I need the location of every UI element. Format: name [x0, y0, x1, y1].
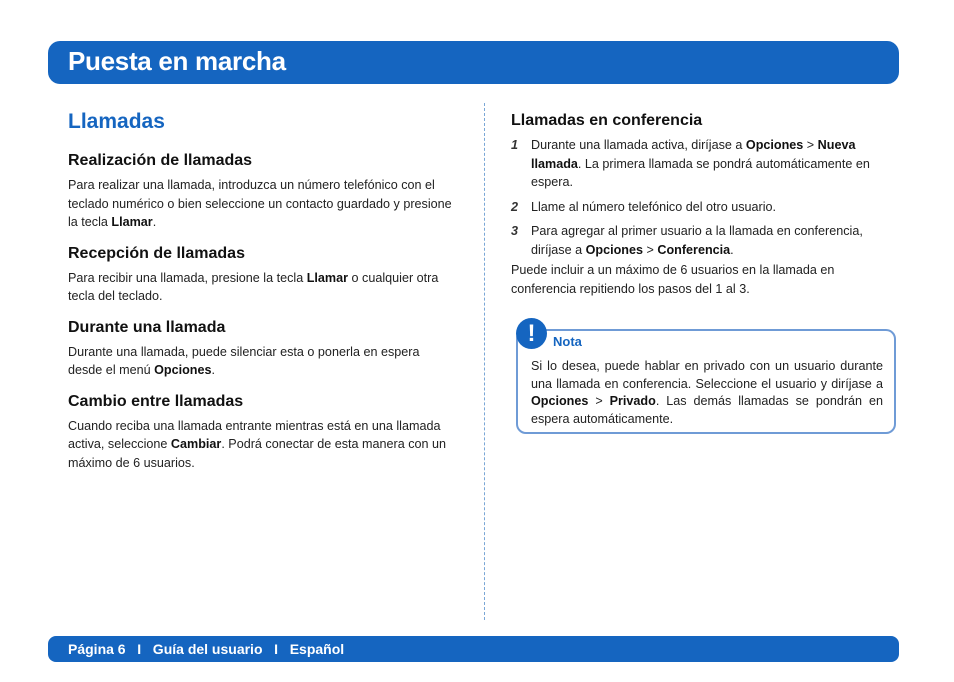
step-item: 2 Llame al número telefónico del otro usuario. — [511, 198, 886, 217]
subsection-cambio-title: Cambio entre llamadas — [68, 392, 244, 410]
note-text: Si lo desea, puede hablar en privado con un usuario durante una llamada en conferencia. Seleccione el usuario y diríjase a Opciones > Privado. Las demás llamadas se pondrán en espera automáticamente. — [531, 359, 883, 426]
step-number: 2 — [511, 199, 519, 214]
subsection-realizacion-text: Para realizar una llamada, introduzca un número telefónico con el teclado numérico o bien seleccione un contacto guardado y presione la tecla Llamar. — [68, 178, 452, 229]
column-divider — [484, 103, 485, 620]
subsection-realizacion-title: Realización de llamadas — [68, 152, 253, 169]
note-label: Nota — [553, 334, 582, 349]
subsection-recepcion-title: Recepción de llamadas — [68, 244, 245, 262]
conference-steps — [511, 136, 886, 259]
step-item: 1 Durante una llamada activa, diríjase a Opciones > Nueva llamada. La primera llamada se pondrá automáticamente en espera. — [511, 138, 870, 189]
footer-bar — [48, 636, 899, 662]
subsection-recepcion-text: Para recibir una llamada, presione la tecla Llamar o cualquier otra tecla del teclado. — [68, 270, 439, 303]
right-column — [511, 112, 886, 311]
footer-text: Página 6 I Guía del usuario I Español — [68, 641, 345, 657]
step-item: 3 Para agregar al primer usuario a la llamada en conferencia, diríjase a Opciones > Conferencia. — [511, 224, 863, 257]
page-title: Puesta en marcha — [68, 46, 286, 76]
conference-title: Llamadas en conferencia — [511, 112, 703, 129]
section-title: Llamadas — [68, 110, 165, 133]
subsection-durante-text: Durante una llamada, puede silenciar esta o ponerla en espera desde el menú Opciones. — [68, 344, 420, 377]
step-number: 1 — [511, 138, 519, 152]
left-column — [68, 110, 453, 485]
subsection-cambio-text: Cuando reciba una llamada entrante mientras está en una llamada activa, seleccione Cambiar. Podrá conectar de esta manera con un máximo de 6 usuarios. — [68, 418, 447, 470]
header-bar — [48, 41, 899, 84]
exclamation-icon: ! — [516, 318, 547, 349]
step-number: 3 — [511, 224, 519, 238]
subsection-durante-title: Durante una llamada — [68, 318, 226, 336]
conference-after-text: Puede incluir a un máximo de 6 usuarios en la llamada en conferencia repitiendo los pasos del 1 al 3. — [511, 263, 835, 296]
